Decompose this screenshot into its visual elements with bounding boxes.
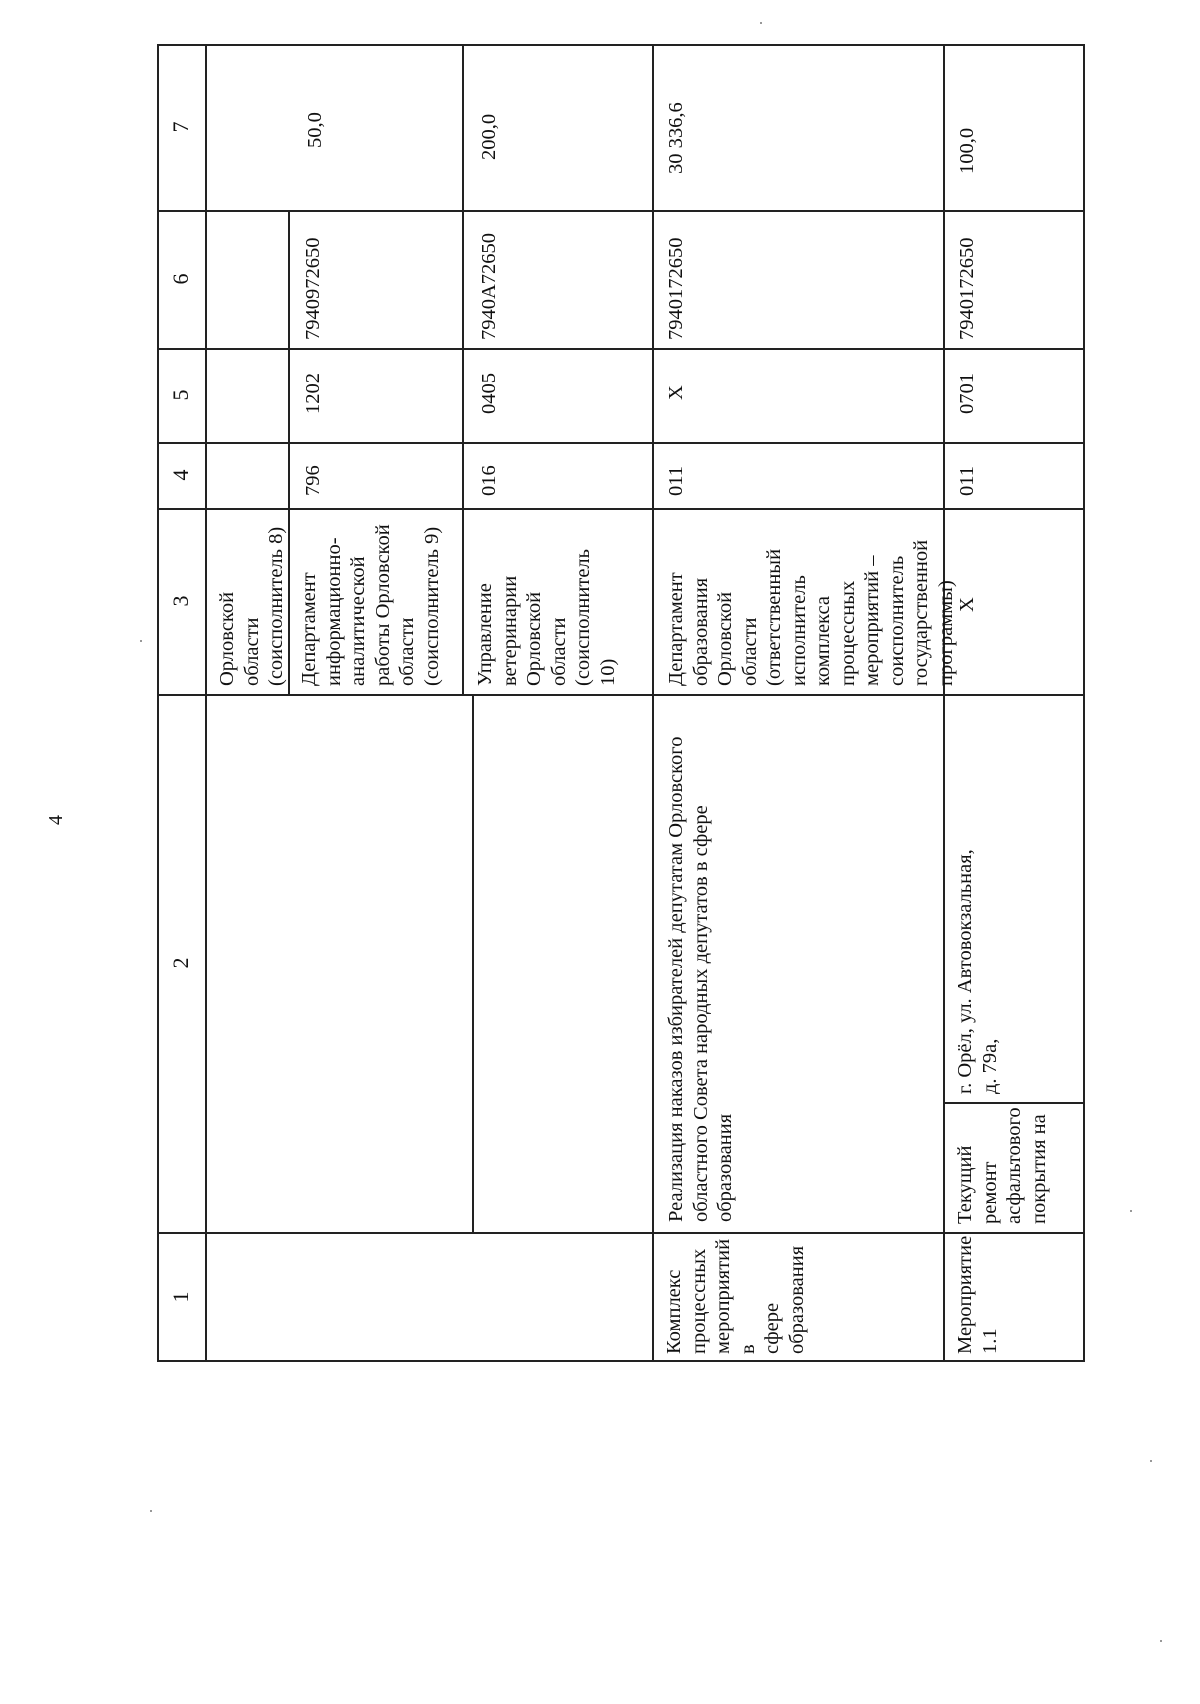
header-col-5: 5 (168, 389, 193, 401)
row-5-c6: 7940172650 (956, 237, 978, 340)
scan-speck (150, 1510, 152, 1512)
header-col-4: 4 (168, 469, 193, 481)
row-2-c5: 1202 (302, 373, 324, 414)
header-col-7: 7 (168, 121, 193, 133)
column-divider (157, 1232, 1085, 1234)
row-3-c3: Управление ветеринарии Орловской области (соисполнитель 10) (474, 548, 619, 686)
row-3-c4: 016 (478, 465, 500, 496)
header-col-6: 6 (168, 273, 193, 285)
row-3-c5: 0405 (478, 373, 500, 414)
header-col-3: 3 (168, 595, 193, 607)
row-4-c5: Х (665, 385, 687, 400)
row-divider (462, 44, 464, 694)
row-divider (652, 44, 654, 1362)
page-number: 4 (45, 815, 67, 825)
row-2-c6: 7940972650 (302, 237, 324, 340)
row-4-c7: 30 336,6 (665, 102, 687, 174)
row-3-c7: 200,0 (478, 113, 500, 160)
row-4-c2: Реализация наказов избирателей депутатам Орловского областного Совета народных депутатов в сфере образования (665, 736, 736, 1222)
row-1-c3: Орловской области (соисполнитель 8) (216, 526, 287, 686)
header-col-2: 2 (168, 957, 193, 969)
sub-row-divider (288, 508, 290, 694)
scan-speck (1160, 1640, 1162, 1642)
header-col-1: 1 (168, 1291, 193, 1303)
row-5-c2a: Текущий ремонт асфальтового покрытия на (954, 1107, 1050, 1224)
scan-speck (760, 22, 762, 24)
row-5-c1: Мероприятие 1.1 (954, 1235, 1001, 1354)
row-5-c2b: г. Орёл, ул. Автовокзальная, д. 79а, (954, 849, 1001, 1094)
header-band-divider (205, 44, 207, 1362)
row-4-c6: 7940172650 (665, 237, 687, 340)
row-2-c3: Департамент информационно- аналитической работы Орловской области (соисполнитель 9) (298, 524, 443, 686)
row-divider (472, 694, 474, 1232)
row-2-c7: 50,0 (304, 112, 326, 148)
row-2-c4: 796 (302, 465, 324, 496)
sub-row-divider (288, 210, 290, 508)
row-4-c1: Комплекс процессных мероприятий в сфере образования (663, 1238, 808, 1354)
column-divider (157, 694, 1085, 696)
row-5-c4: 011 (956, 466, 978, 496)
scan-speck (140, 640, 142, 642)
scan-speck (1130, 1210, 1132, 1212)
row-4-c3: Департамент образования Орловской области (ответственный исполнитель комплекса процессных мероприятий – соисполнитель государственной программы) (665, 539, 957, 686)
budget-table (157, 44, 1085, 1362)
scan-speck (1150, 1460, 1152, 1462)
row-5-c3: Х (956, 597, 978, 612)
row-4-c4: 011 (665, 466, 687, 496)
row-divider (943, 44, 945, 1362)
row-5-c7: 100,0 (956, 127, 978, 174)
row-3-c6: 7940А72650 (478, 232, 500, 340)
row-5-c5: 0701 (956, 373, 978, 414)
